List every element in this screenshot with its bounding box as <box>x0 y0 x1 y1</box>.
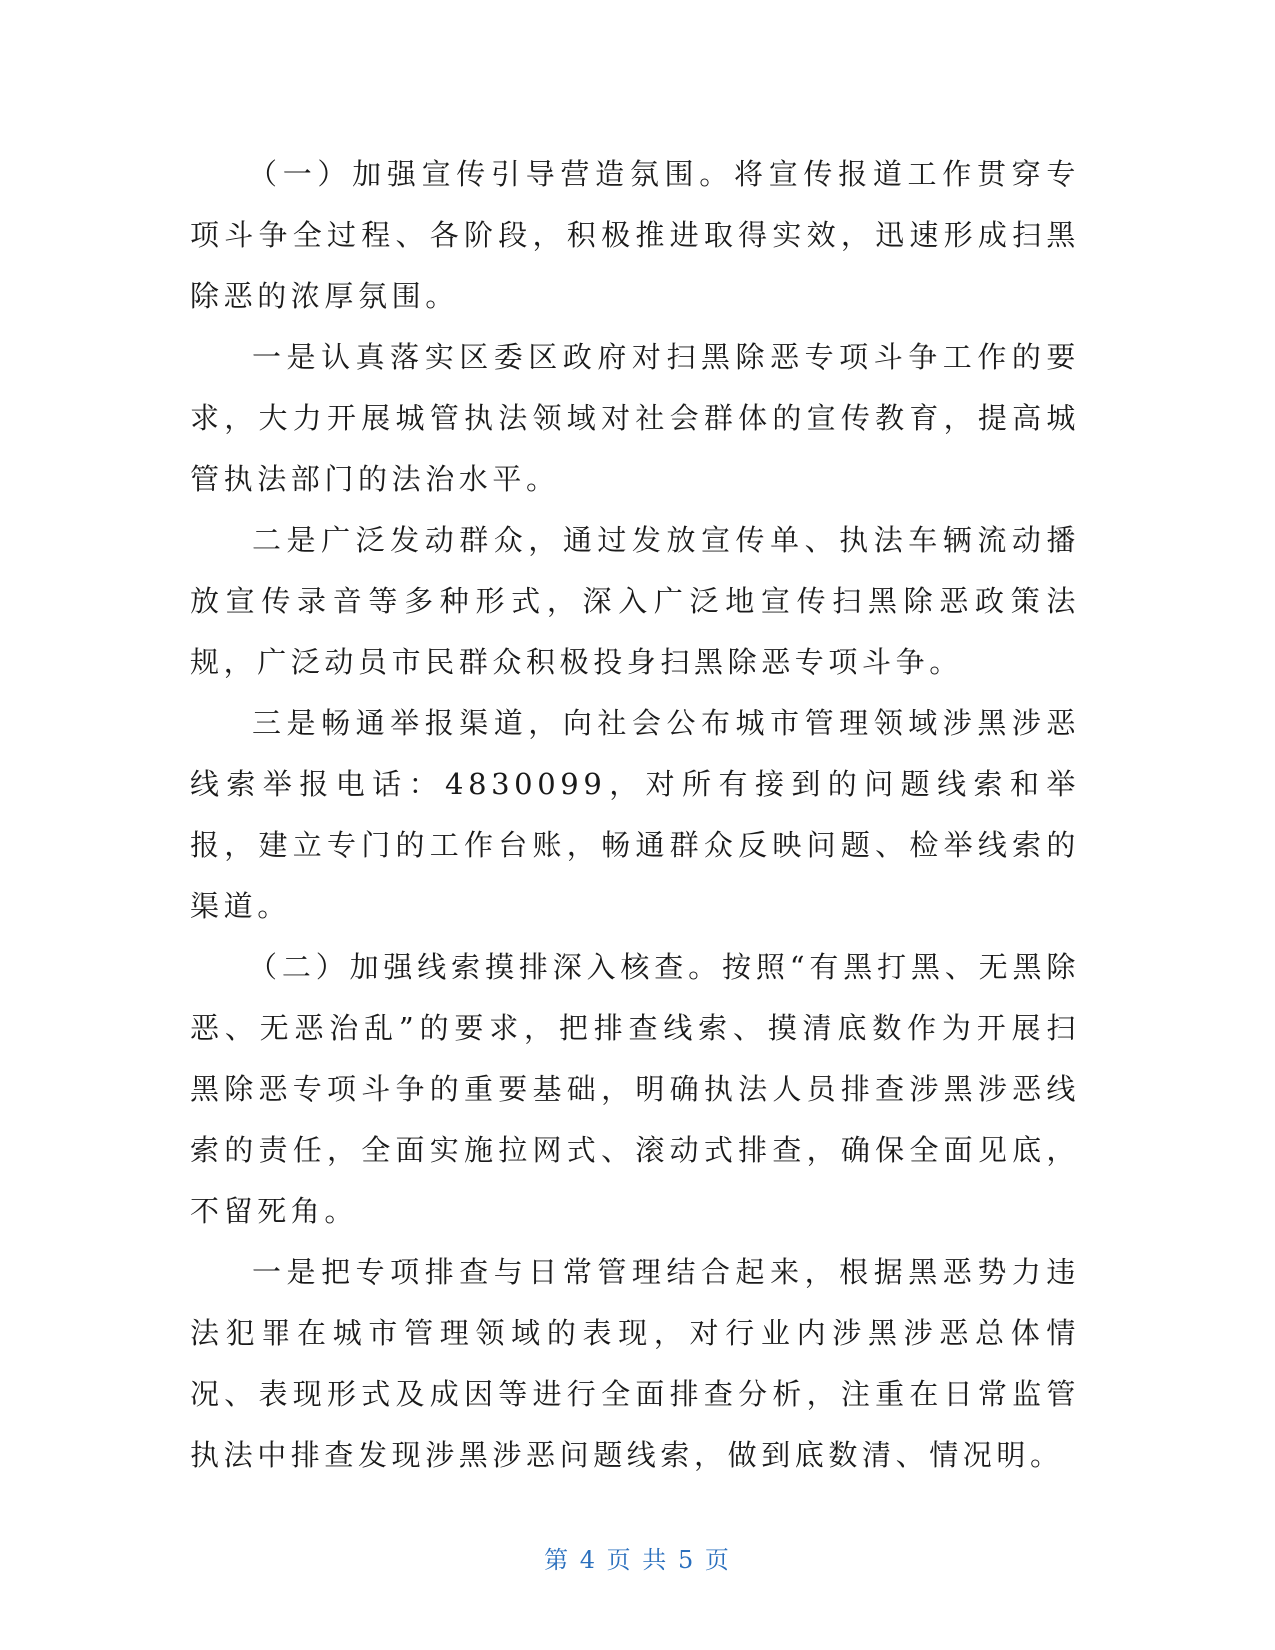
paragraph-section-two-heading: （二）加强线索摸排深入核查。按照“有黑打黑、无黑除恶、无恶治乱”的要求，把排查线索、摸清底数作为开展扫黑除恶专项斗争的重要基础，明确执法人员排查涉黑涉恶线索的责任，全面实施拉网式、滚动式排查，确保全面见底，不留死角。 <box>190 950 1080 1228</box>
footer-current-page: 4 <box>579 1546 598 1574</box>
document-body <box>190 144 1080 1486</box>
paragraph-item-two: 二是广泛发动群众，通过发放宣传单、执法车辆流动播放宣传录音等多种形式，深入广泛地宣传扫黑除恶政策法规，广泛动员市民群众积极投身扫黑除恶专项斗争。 <box>190 523 1080 679</box>
page-footer <box>0 1540 1275 1575</box>
footer-middle: 页 共 <box>606 1546 669 1574</box>
footer-total-pages: 5 <box>677 1546 696 1574</box>
paragraph-item-one: 一是认真落实区委区政府对扫黑除恶专项斗争工作的要求，大力开展城管执法领域对社会群体的宣传教育，提高城管执法部门的法治水平。 <box>190 340 1080 496</box>
paragraph-section-one-heading: （一）加强宣传引导营造氛围。将宣传报道工作贯穿专项斗争全过程、各阶段，积极推进取得实效，迅速形成扫黑除恶的浓厚氛围。 <box>190 157 1080 313</box>
paragraph-item-three: 三是畅通举报渠道，向社会公布城市管理领域涉黑涉恶线索举报电话：4830099，对所有接到的问题线索和举报，建立专门的工作台账，畅通群众反映问题、检举线索的渠道。 <box>190 706 1080 923</box>
paragraph-section-two-item-one: 一是把专项排查与日常管理结合起来，根据黑恶势力违法犯罪在城市管理领域的表现，对行业内涉黑涉恶总体情况、表现形式及成因等进行全面排查分析，注重在日常监管执法中排查发现涉黑涉恶问题线索，做到底数清、情况明。 <box>190 1255 1080 1472</box>
footer-suffix: 页 <box>704 1546 731 1574</box>
footer-prefix: 第 <box>544 1546 571 1574</box>
